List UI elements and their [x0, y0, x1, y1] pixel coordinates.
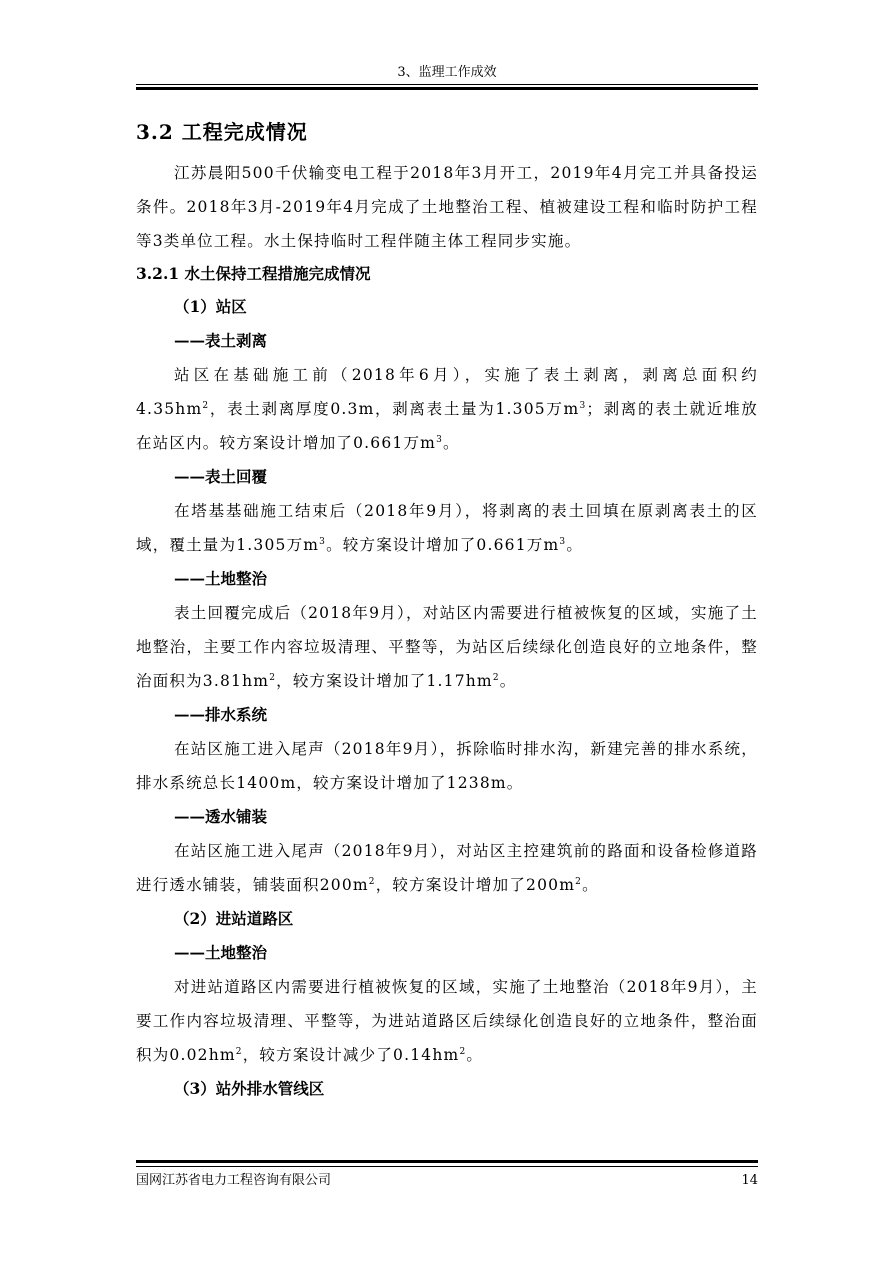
land-leveling-heading: ——土地整治: [174, 569, 268, 588]
permeable-paving-paragraph: 在站区施工进入尾声（2018年9月），对站区主控建筑前的路面和设备检修道路进行透水铺装，铺装面积$200m^2$，较方案设计增加了$200m^2$。: [136, 842, 758, 894]
topsoil-backfill-heading: ——表土回覆: [174, 467, 268, 486]
permeable-paving-heading: ——透水铺装: [174, 807, 268, 826]
page-number: 14: [741, 1173, 758, 1188]
footer-company: 国网江苏省电力工程咨询有限公司: [136, 1173, 332, 1188]
intro-paragraph: 江苏晨阳500千伏输变电工程于2018年3月开工，2019年4月完工并具备投运条件。2018年3月-2019年4月完成了土地整治工程、植被建设工程和临时防护工程等3类单位工程。水土保持临时工程伴随主体工程同步实施。: [136, 164, 758, 250]
header-rule-thick: [136, 87, 758, 90]
footer-rule-thick: [136, 1160, 758, 1163]
zone-station-title: （1）站区: [174, 297, 247, 316]
topsoil-backfill-paragraph: 在塔基基础施工结束后（2018年9月），将剥离的表土回填在原剥离表土的区域，覆土量为1.305万$m^3$。较方案设计增加了0.661万$m^3$。: [136, 502, 758, 554]
topsoil-strip-heading: ——表土剥离: [174, 331, 268, 350]
page-header: 3、监理工作成效: [397, 65, 497, 80]
zone-drainage-pipeline-title: （3）站外排水管线区: [174, 1079, 325, 1098]
road-land-leveling-heading: ——土地整治: [174, 943, 268, 962]
drainage-heading: ——排水系统: [174, 705, 268, 724]
header-rule-thin: [136, 84, 758, 85]
section-title: 3.2 工程完成情况: [136, 120, 308, 144]
drainage-paragraph: 在站区施工进入尾声（2018年9月），拆除临时排水沟，新建完善的排水系统，排水系统总长1400m，较方案设计增加了1238m。: [136, 740, 758, 792]
road-land-leveling-paragraph: 对进站道路区内需要进行植被恢复的区域，实施了土地整治（2018年9月），主要工作内容垃圾清理、平整等，为进站道路区后续绿化创造良好的立地条件，整治面积为$0.02hm^2$，较方案设计减少了$0.14hm^2$。: [136, 978, 758, 1064]
land-leveling-paragraph: 表土回覆完成后（2018年9月），对站区内需要进行植被恢复的区域，实施了土地整治，主要工作内容垃圾清理、平整等，为站区后续绿化创造良好的立地条件，整治面积为$3.81hm^2$，较方案设计增加了$1.17hm^2$。: [136, 604, 758, 690]
zone-access-road-title: （2）进站道路区: [174, 909, 294, 928]
page-content: [136, 116, 758, 1106]
topsoil-strip-paragraph: 站区在基础施工前（2018年6月），实施了表土剥离，剥离总面积约$4.35hm^2$，表土剥离厚度0.3m，剥离表土量为1.305万$m^3$；剥离的表土就近堆放在站区内。较方案设计增加了0.661万$m^3$。: [136, 366, 758, 452]
subsection-title: 3.2.1 水土保持工程措施完成情况: [136, 264, 371, 283]
footer-rule-thin: [136, 1166, 758, 1167]
